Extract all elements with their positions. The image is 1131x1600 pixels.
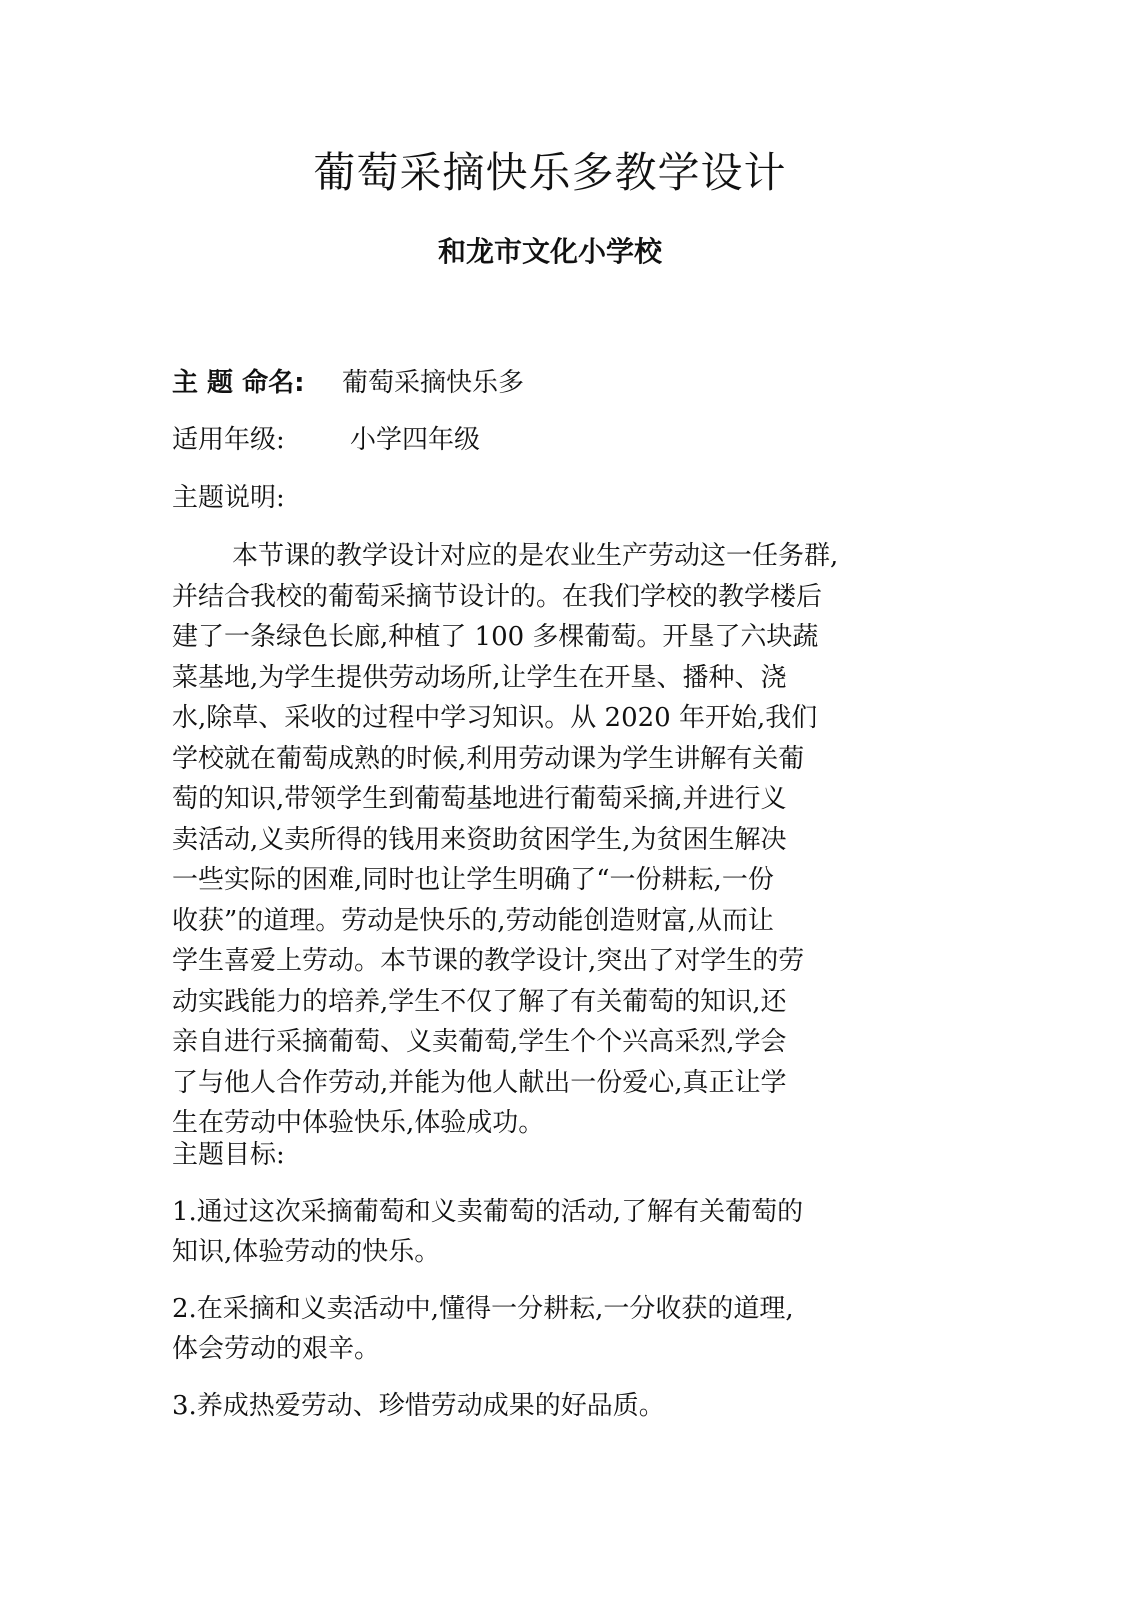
description-line: 生在劳动中体验快乐,体验成功。 — [172, 1108, 545, 1138]
goal-item — [172, 1289, 794, 1369]
goal-line: 体会劳动的艰辛。 — [172, 1334, 381, 1364]
description-line: 学校就在葡萄成熟的时候,利用劳动课为学生讲解有关葡 — [172, 743, 805, 774]
grade-label: 适用年级: — [172, 425, 285, 455]
description-line: 并结合我校的葡萄采摘节设计的。在我们学校的教学楼后 — [172, 581, 823, 612]
goal-line: 1.通过这次采摘葡萄和义卖葡萄的活动,了解有关葡萄的 — [172, 1197, 804, 1227]
description-line: 水,除草、采收的过程中学习知识。从 2020 年开始,我们 — [172, 703, 818, 733]
grade-value: 小学四年级 — [350, 425, 481, 455]
description-line: 了与他人合作劳动,并能为他人献出一份爱心,真正让学 — [172, 1067, 787, 1098]
goal-line: 3.养成热爱劳动、珍惜劳动成果的好品质。 — [172, 1391, 665, 1421]
description-line: 一些实际的困难,同时也让学生明确了“一份耕耘,一份 — [172, 865, 774, 895]
description-line: 萄的知识,带领学生到葡萄基地进行葡萄采摘,并进行义 — [172, 784, 787, 814]
description-label: 主题说明: — [172, 483, 285, 513]
description-line: 菜基地,为学生提供劳动场所,让学生在开垦、播种、浇 — [172, 662, 787, 693]
school-name: 和龙市文化小学校 — [437, 235, 662, 268]
description-line: 收获”的道理。劳动是快乐的,劳动能创造财富,从而让 — [172, 905, 774, 936]
topic-label: 主 题 命名: — [172, 368, 305, 398]
topic-value: 葡萄采摘快乐多 — [342, 368, 525, 398]
description-line: 建了一条绿色长廊,种植了 100 多棵葡萄。开垦了六块蔬 — [172, 622, 819, 652]
goal-item — [172, 1192, 803, 1272]
topic-field — [172, 363, 524, 403]
description-line: 亲自进行采摘葡萄、义卖葡萄,学生个个兴高采烈,学会 — [172, 1027, 787, 1057]
goal-line: 知识,体验劳动的快乐。 — [172, 1237, 441, 1267]
description-line: 动实践能力的培养,学生不仅了解了有关葡萄的知识,还 — [172, 986, 787, 1017]
goal-item — [172, 1386, 665, 1426]
goals-label: 主题目标: — [172, 1140, 285, 1170]
description-paragraph — [172, 536, 838, 1144]
document-title: 葡萄采摘快乐多教学设计 — [313, 148, 787, 197]
description-line: 卖活动,义卖所得的钱用来资助贫困学生,为贫困生解决 — [172, 824, 787, 855]
grade-field — [172, 420, 480, 460]
description-line: 学生喜爱上劳动。本节课的教学设计,突出了对学生的劳 — [172, 946, 805, 976]
goal-line: 2.在采摘和义卖活动中,懂得一分耕耘,一分收获的道理, — [172, 1294, 794, 1324]
description-line: 本节课的教学设计对应的是农业生产劳动这一任务群, — [232, 541, 839, 571]
